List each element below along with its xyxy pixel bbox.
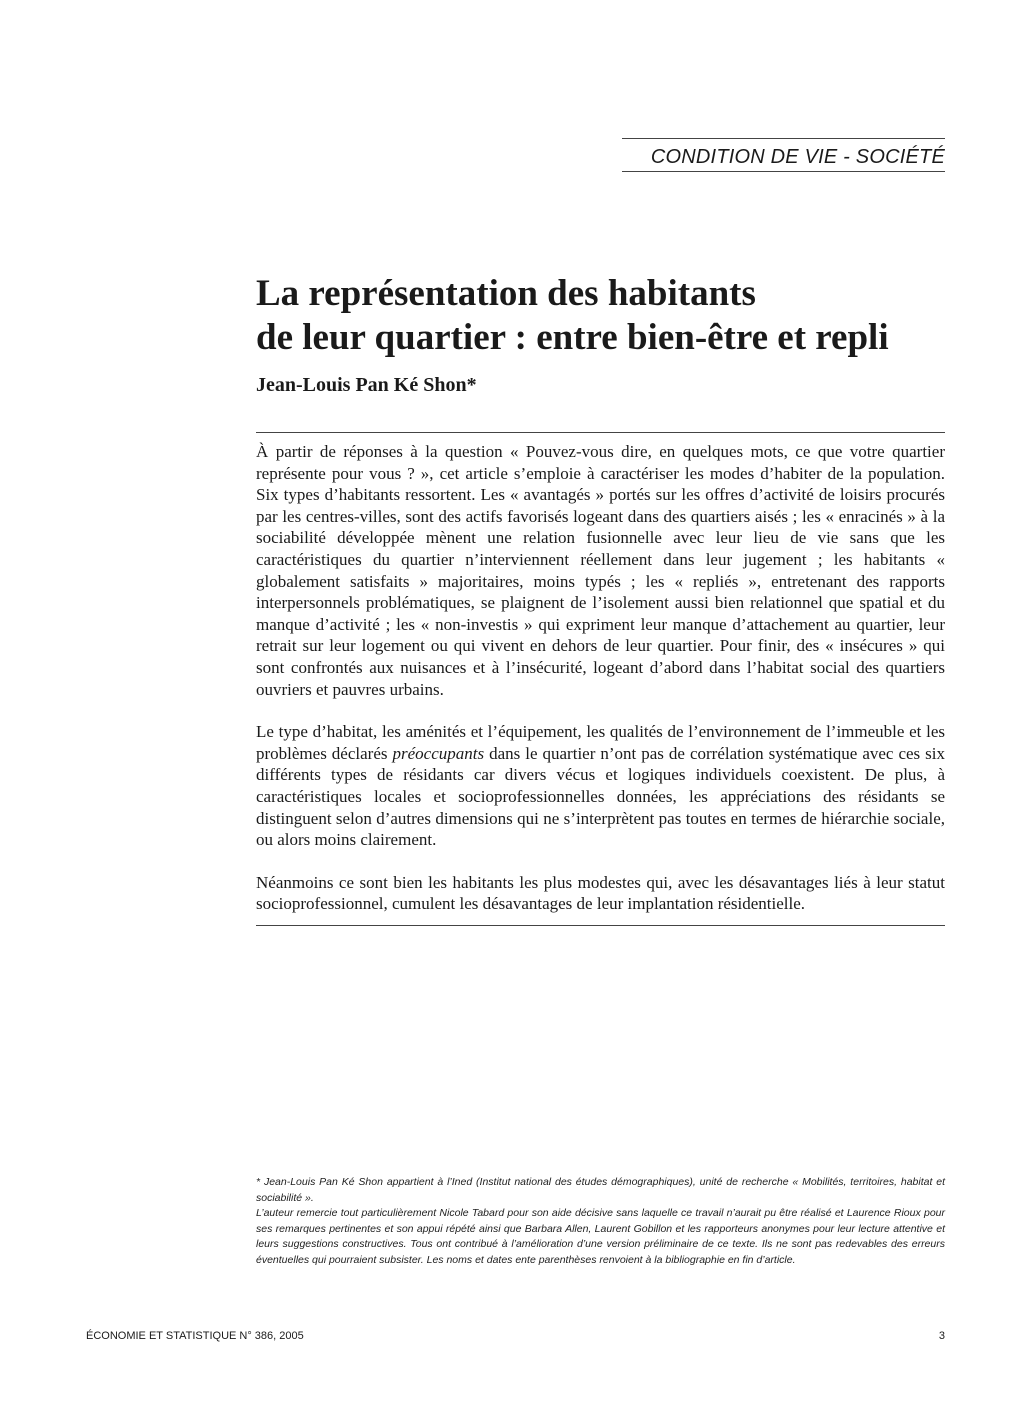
journal-footer: ÉCONOMIE ET STATISTIQUE N° 386, 2005 (86, 1330, 304, 1342)
title-line-2: de leur quartier : entre bien-être et repli (256, 317, 889, 358)
abstract-paragraph-1: À partir de réponses à la question « Pouvez-vous dire, en quelques mots, ce que votre quartier représente pour vous ? », cet article s’emploie à caractériser les modes d’habiter de la population. Six types d’habitants ressortent. Les « avantagés » portés sur les offres d’activité de loisirs procurés par les centres-villes, sont des actifs favorisés logeant dans des quartiers aisés ; les « enracinés » à la sociabilité développée mènent une relation fusionnelle avec leur lieu de vie sans que les caractéristiques du quartier n’interviennent réellement dans leur jugement ; les habitants « globalement satisfaits » majoritaires, moins typés ; les « repliés », entretenant des rapports interpersonnels problématiques, se plaignent de l’isolement aussi bien relationnel que spatial et du manque d’activité ; les « non-investis » qui expriment leur manque d’attachement au quartier, leur retrait sur leur logement ou qui vivent en dehors de leur quartier. Pour finir, des « insécures » qui sont confrontés aux nuisances et à l’insécurité, logeant d’abord dans l’habitat social des quartiers ouvriers et pauvres urbains. (256, 442, 945, 699)
footnote-affiliation: * Jean-Louis Pan Ké Shon appartient à l’Ined (Institut national des études démographiques), unité de recherche « Mobilités, territoires, habitat et sociabilité ». (256, 1176, 945, 1204)
abstract-paragraph-2-end: dans le quartier n’ont pas de corrélation systématique avec ces six différents types de résidants car divers vécus et logiques individuels coexistent. De plus, à caractéristiques locales et socioprofessionnelles données, les appréciations des résidants se distinguent selon d’autres dimensions qui ne s’interprètent pas toutes en termes de hiérarchie sociale, ou alors moins clairement. (256, 743, 946, 850)
article-title (256, 272, 956, 360)
author-name: Jean-Louis Pan Ké Shon* (256, 374, 477, 396)
abstract-paragraph-2 (256, 721, 945, 851)
page-number: 3 (938, 1330, 945, 1342)
author-footnote (256, 1175, 945, 1269)
abstract-emphasis: préoccupants (392, 743, 485, 763)
footnote-acknowledgements: L’auteur remercie tout particulièrement Nicole Tabard pour son aide décisive sans laquelle ce travail n’aurait pu être réalisé et Laurence Rioux pour ses remarques pertinentes et son appui répété ainsi que Barbara Allen, Laurent Gobillon et les rapporteurs anonymes pour leur lecture attentive et leurs suggestions constructives. Tous ont contribué à l’amélioration d’une version préliminaire de ce texte. Ils ne sont pas redevables des erreurs éventuelles qui pourraient subsister. Les noms et dates ente parenthèses renvoient à la bibliographie en fin d’article. (256, 1207, 945, 1266)
title-line-1: La représentation des habitants (256, 273, 756, 314)
section-header: CONDITION DE VIE - SOCIÉTÉ (622, 138, 945, 172)
abstract-paragraph-3: Néanmoins ce sont bien les habitants les plus modestes qui, avec les désavantages liés à leur statut socioprofessionnel, cumulent les désavantages de leur implantation résidentielle. (256, 872, 945, 914)
abstract-box (256, 432, 945, 926)
abstract-paragraph-2-start: Le type d’habitat, les aménités et l’équipement, les qualités de l’environnement de l’immeuble et les problèmes déclarés (256, 722, 945, 763)
